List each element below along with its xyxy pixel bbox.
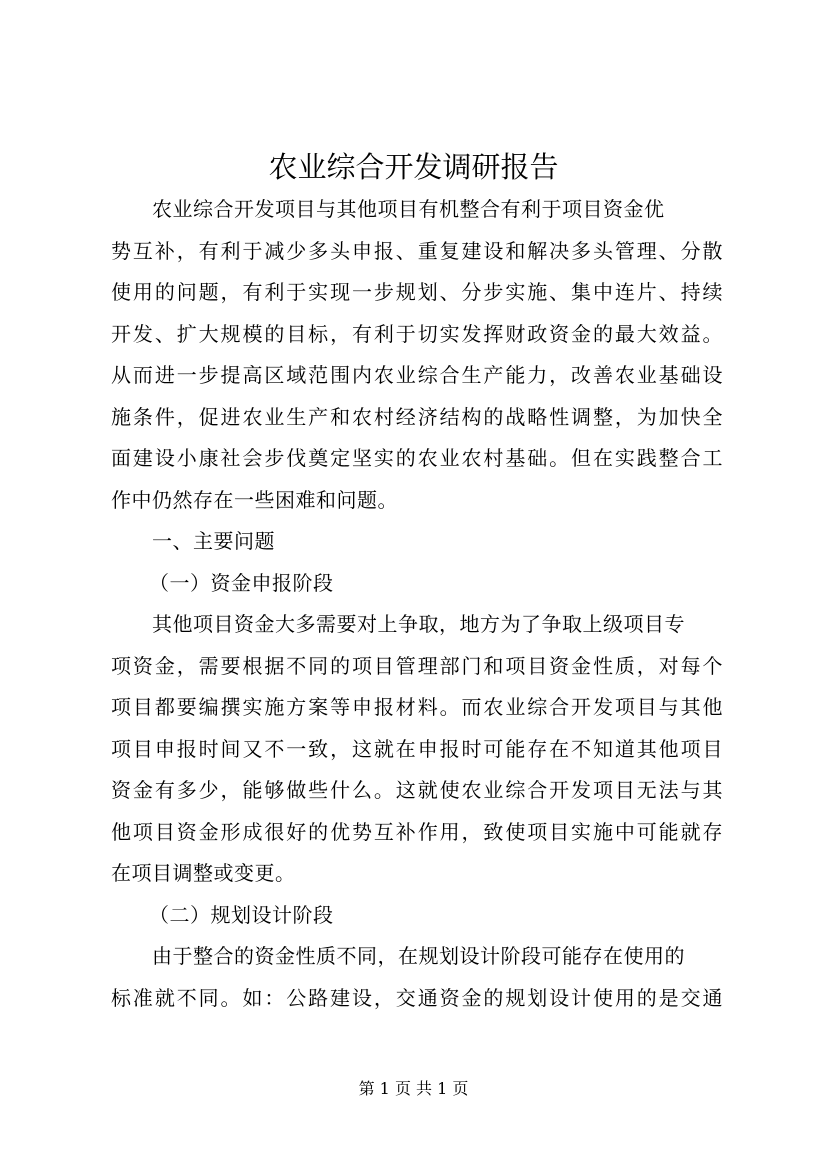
text-line: 在项目调整或变更。 (111, 861, 296, 885)
document-title: 农业综合开发调研报告 (268, 150, 559, 184)
page-footer: 第 1 页 共 1 页 (358, 1079, 469, 1098)
text-line: 项目申报时间又不一致，这就在申报时可能存在不知道其他项目 (111, 736, 723, 761)
text-line: 项资金，需要根据不同的项目管理部门和项目资金性质，对每个 (111, 653, 723, 678)
text-line: 势互补，有利于减少多头申报、重复建设和解决多头管理、分散 (111, 238, 723, 263)
text-line: 他项目资金形成很好的优势互补作用，致使项目实施中可能就存 (111, 819, 723, 844)
text-line: 面建设小康社会步伐奠定坚实的农业农村基础。但在实践整合工 (111, 446, 723, 470)
subsection-heading: （二）规划设计阶段 (149, 902, 334, 927)
text-line: 资金有多少，能够做些什么。这就使农业综合开发项目无法与其 (111, 778, 723, 802)
text-line: 施条件，促进农业生产和农村经济结构的战略性调整，为加快全 (111, 404, 723, 429)
document-body (111, 189, 723, 1019)
section-heading: 一、主要问题 (152, 529, 275, 553)
text-line: 从而进一步提高区域范围内农业综合生产能力，改善农业基础设 (111, 363, 723, 387)
text-line: 农业综合开发项目与其他项目有机整合有利于项目资金优 (152, 197, 665, 221)
subsection-heading: （一）资金申报阶段 (149, 570, 334, 595)
text-line: 项目都要编撰实施方案等申报材料。而农业综合开发项目与其他 (111, 695, 723, 719)
text-line: 标准就不同。如：公路建设，交通资金的规划设计使用的是交通 (111, 985, 723, 1010)
text-line: 作中仍然存在一些困难和问题。 (111, 487, 398, 512)
text-line: 使用的问题，有利于实现一步规划、分步实施、集中连片、持续 (111, 280, 723, 304)
text-line: 开发、扩大规模的目标，有利于切实发挥财政资金的最大效益。 (111, 321, 723, 346)
text-line: 由于整合的资金性质不同，在规划设计阶段可能存在使用的 (152, 944, 685, 968)
text-line: 其他项目资金大多需要对上争取，地方为了争取上级项目专 (152, 612, 685, 636)
